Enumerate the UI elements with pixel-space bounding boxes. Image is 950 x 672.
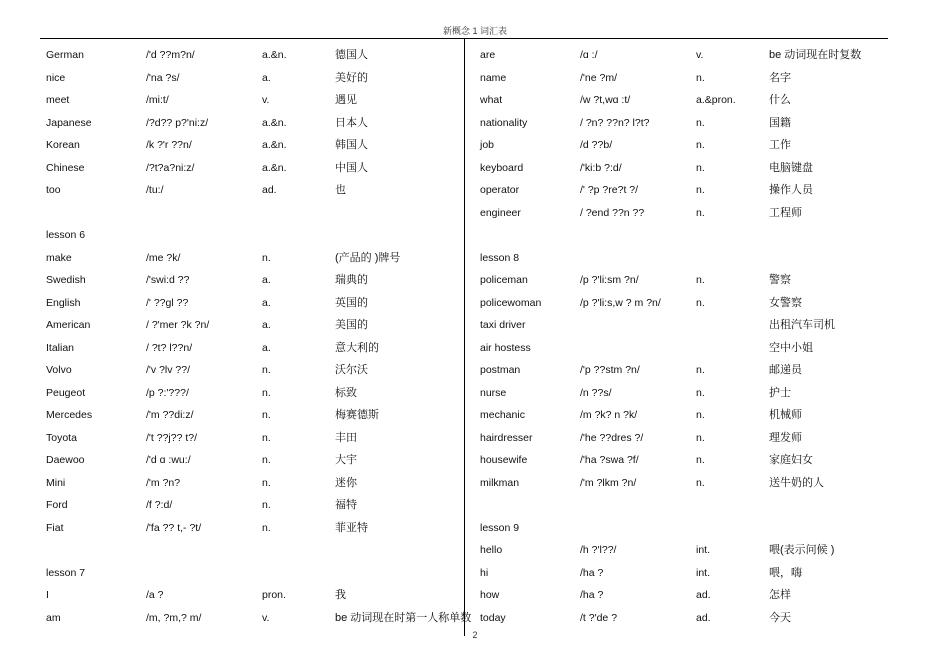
part-of-speech-cell: n.	[262, 409, 271, 421]
vocabulary-row	[480, 472, 900, 495]
meaning-cell: 出租汽车司机	[769, 319, 835, 331]
phonetic-cell: /'na ?s/	[146, 71, 180, 84]
part-of-speech-cell: int.	[696, 566, 711, 579]
meaning-cell: 菲亚特	[335, 521, 368, 534]
vocabulary-row	[46, 67, 466, 90]
word-cell: taxi driver	[480, 319, 526, 331]
word-cell: how	[480, 589, 500, 601]
meaning-cell: 遇见	[335, 94, 357, 106]
vocabulary-row	[480, 562, 900, 585]
meaning-cell: 英国的	[335, 296, 368, 309]
meaning-cell: 我	[335, 589, 346, 601]
phonetic-cell: /me ?k/	[146, 251, 181, 264]
meaning-cell: 梅赛德斯	[335, 409, 379, 421]
word-cell: Italian	[46, 341, 75, 354]
word-cell: postman	[480, 364, 521, 376]
phonetic-cell: /?t?a?ni:z/	[146, 161, 195, 174]
part-of-speech-cell: a.&n.	[262, 49, 287, 61]
part-of-speech-cell: n.	[696, 206, 705, 219]
word-cell: nurse	[480, 386, 507, 399]
part-of-speech-cell: n.	[696, 71, 705, 84]
phonetic-cell: /?d?? p?'ni:z/	[146, 116, 209, 129]
meaning-cell: 美好的	[335, 71, 368, 84]
word-cell: too	[46, 184, 61, 196]
word-cell: meet	[46, 94, 70, 106]
part-of-speech-cell: n.	[696, 476, 705, 489]
meaning-cell: 护士	[769, 386, 791, 399]
part-of-speech-cell: n.	[696, 296, 705, 309]
vocabulary-row	[480, 44, 900, 67]
phonetic-cell: /mi:t/	[146, 94, 169, 106]
phonetic-cell: /'ha ?swa ?f/	[580, 454, 639, 466]
part-of-speech-cell: ad.	[696, 611, 711, 624]
part-of-speech-cell: ad.	[696, 589, 711, 601]
phonetic-cell: /'t ??j?? t?/	[146, 431, 198, 444]
part-of-speech-cell: n.	[262, 431, 271, 444]
phonetic-cell: /'m ??di:z/	[146, 409, 194, 421]
phonetic-cell: /ɑ :/	[580, 49, 598, 61]
meaning-cell: 家庭妇女	[769, 454, 813, 466]
part-of-speech-cell: n.	[696, 161, 705, 174]
vocabulary-row	[46, 112, 466, 135]
part-of-speech-cell: pron.	[262, 589, 286, 601]
vocabulary-row	[46, 269, 466, 292]
vocabulary-row	[480, 584, 900, 607]
meaning-cell: 警察	[769, 274, 791, 286]
word-cell: what	[480, 94, 503, 106]
part-of-speech-cell: v.	[262, 611, 270, 624]
meaning-cell: 美国的	[335, 319, 368, 331]
meaning-cell: 大宇	[335, 454, 357, 466]
part-of-speech-cell: n.	[262, 364, 271, 376]
part-of-speech-cell: a.&n.	[262, 139, 287, 151]
part-of-speech-cell: int.	[696, 544, 711, 556]
word-cell: German	[46, 49, 84, 61]
vocabulary-row	[480, 359, 900, 382]
vocabulary-row	[46, 314, 466, 337]
vocabulary-row	[480, 89, 900, 112]
word-cell: make	[46, 251, 72, 264]
part-of-speech-cell: a.	[262, 296, 271, 309]
part-of-speech-cell: a.&pron.	[696, 94, 736, 106]
phonetic-cell: /k ?'r ??n/	[146, 139, 192, 151]
meaning-cell: 也	[335, 184, 346, 196]
word-cell: job	[480, 139, 495, 151]
meaning-cell: 喂(表示问候 )	[769, 544, 835, 556]
phonetic-cell: /'d ɑ :wu:/	[146, 454, 191, 466]
lesson-heading	[480, 247, 900, 270]
phonetic-cell: /'he ??dres ?/	[580, 431, 644, 444]
vocabulary-row	[480, 269, 900, 292]
meaning-cell: 福特	[335, 499, 357, 511]
phonetic-cell: /' ?p ?re?t ?/	[580, 184, 639, 196]
phonetic-cell: /t ?'de ?	[580, 611, 618, 624]
meaning-cell: 理发师	[769, 431, 802, 444]
word-cell: English	[46, 296, 81, 309]
meaning-cell: 电脑键盘	[769, 161, 813, 174]
part-of-speech-cell: v.	[262, 94, 270, 106]
phonetic-cell: /a ?	[146, 589, 164, 601]
meaning-cell: 国籍	[769, 116, 791, 129]
meaning-cell: 今天	[769, 611, 791, 624]
meaning-cell: 日本人	[335, 116, 368, 129]
meaning-cell: 中国人	[335, 161, 368, 174]
phonetic-cell: /'m ?lkm ?n/	[580, 476, 637, 489]
blank-row	[46, 539, 466, 562]
meaning-cell: 韩国人	[335, 139, 368, 151]
word-cell: mechanic	[480, 409, 525, 421]
vocabulary-row	[480, 449, 900, 472]
meaning-cell: 意大利的	[335, 341, 379, 354]
vocabulary-row	[480, 179, 900, 202]
meaning-cell: 名字	[769, 71, 791, 84]
vocabulary-row	[46, 427, 466, 450]
word-cell: name	[480, 71, 507, 84]
meaning-cell: 喂，嗨	[769, 566, 802, 579]
vocabulary-row	[46, 134, 466, 157]
word-cell: Toyota	[46, 431, 77, 444]
phonetic-cell: /p ?'li:sm ?n/	[580, 274, 639, 286]
vocabulary-row	[480, 337, 900, 360]
vocabulary-row	[480, 67, 900, 90]
page-number: 2	[472, 630, 478, 640]
part-of-speech-cell: a.	[262, 319, 271, 331]
phonetic-cell: /tu:/	[146, 184, 164, 196]
word-cell: operator	[480, 184, 520, 196]
word-cell: policeman	[480, 274, 528, 286]
word-cell: Mini	[46, 476, 66, 489]
phonetic-cell: / ?'mer ?k ?n/	[146, 319, 210, 331]
phonetic-cell: /ha ?	[580, 589, 604, 601]
vocabulary-row	[46, 89, 466, 112]
word-cell: keyboard	[480, 161, 524, 174]
word-cell: policewoman	[480, 296, 542, 309]
phonetic-cell: / ?n? ??n? l?t?	[580, 116, 650, 129]
vocabulary-row	[46, 337, 466, 360]
part-of-speech-cell: n.	[262, 454, 271, 466]
meaning-cell: 标致	[335, 386, 357, 399]
vocabulary-row	[480, 427, 900, 450]
phonetic-cell: / ?t? l??n/	[146, 341, 193, 354]
word-cell: today	[480, 611, 506, 624]
word-cell: Japanese	[46, 116, 92, 129]
phonetic-cell: /'fa ?? t,- ?t/	[146, 521, 202, 534]
phonetic-cell: /h ?'l??/	[580, 544, 617, 556]
meaning-cell: (产品的 )牌号	[335, 251, 401, 264]
vocabulary-row	[480, 112, 900, 135]
vocabulary-row	[480, 134, 900, 157]
part-of-speech-cell: n.	[696, 274, 705, 286]
meaning-cell: 沃尔沃	[335, 364, 368, 376]
vocabulary-row	[480, 314, 900, 337]
vocabulary-row	[46, 607, 472, 630]
part-of-speech-cell: a.	[262, 341, 271, 354]
vocabulary-row	[46, 292, 466, 315]
word-cell: Mercedes	[46, 409, 93, 421]
part-of-speech-cell: n.	[262, 476, 271, 489]
word-cell: Peugeot	[46, 386, 86, 399]
part-of-speech-cell: n.	[262, 499, 271, 511]
meaning-cell: 操作人员	[769, 184, 813, 196]
meaning-cell: 德国人	[335, 49, 368, 61]
part-of-speech-cell: v.	[696, 49, 704, 61]
blank-row	[46, 202, 466, 225]
phonetic-cell: /'v ?lv ??/	[146, 364, 191, 376]
word-cell: milkman	[480, 476, 520, 489]
lesson-label: lesson 6	[46, 229, 86, 241]
part-of-speech-cell: n.	[696, 386, 705, 399]
word-cell: Fiat	[46, 521, 64, 534]
word-cell: are	[480, 49, 496, 61]
word-cell: hi	[480, 566, 489, 579]
phonetic-cell: /'p ??stm ?n/	[580, 364, 640, 376]
blank-row	[480, 224, 900, 247]
part-of-speech-cell: n.	[696, 431, 705, 444]
part-of-speech-cell: a.	[262, 71, 271, 84]
page-header: 新概念 1 词汇表	[442, 26, 507, 36]
phonetic-cell: /f ?:d/	[146, 499, 173, 511]
part-of-speech-cell: n.	[262, 521, 271, 534]
word-cell: Ford	[46, 499, 68, 511]
phonetic-cell: /n ??s/	[580, 386, 612, 399]
lesson-heading	[46, 224, 466, 247]
word-cell: Daewoo	[46, 454, 85, 466]
vocabulary-row	[46, 472, 466, 495]
lesson-label: lesson 7	[46, 566, 86, 579]
lesson-heading	[480, 517, 900, 540]
word-cell: American	[46, 319, 91, 331]
vocabulary-row	[46, 247, 466, 270]
word-cell: Chinese	[46, 161, 85, 174]
lesson-heading	[46, 562, 466, 585]
word-cell: nationality	[480, 116, 528, 129]
phonetic-cell: /'d ??m?n/	[146, 49, 195, 61]
meaning-cell: 工程师	[769, 206, 802, 219]
word-cell: engineer	[480, 206, 521, 219]
phonetic-cell: /p ?:'???/	[146, 386, 189, 399]
vocabulary-row	[46, 584, 466, 607]
word-cell: Volvo	[46, 364, 72, 376]
part-of-speech-cell: n.	[696, 409, 705, 421]
vocabulary-row	[46, 157, 466, 180]
vocabulary-row	[480, 404, 900, 427]
vocabulary-row	[480, 382, 900, 405]
vocabulary-row	[46, 179, 466, 202]
phonetic-cell: /w ?t,wɑ :t/	[580, 94, 631, 106]
vocabulary-row	[46, 494, 466, 517]
phonetic-cell: /'swi:d ??	[146, 274, 190, 286]
meaning-cell: be 动词现在时第一人称单数	[335, 611, 472, 624]
meaning-cell: 怎样	[769, 589, 791, 601]
vocabulary-row	[46, 404, 466, 427]
phonetic-cell: /'m ?n?	[146, 476, 181, 489]
meaning-cell: be 动词现在时复数	[769, 49, 862, 61]
meaning-cell: 瑞典的	[335, 274, 368, 286]
left-vocabulary-column	[46, 44, 472, 629]
part-of-speech-cell: a.	[262, 274, 271, 286]
word-cell: housewife	[480, 454, 528, 466]
meaning-cell: 什么	[769, 94, 791, 106]
phonetic-cell: /p ?'li:s,w ? m ?n/	[580, 296, 661, 309]
vocabulary-row	[480, 539, 900, 562]
lesson-label: lesson 9	[480, 521, 520, 534]
vocabulary-row	[46, 44, 466, 67]
meaning-cell: 空中小姐	[769, 341, 813, 354]
word-cell: air hostess	[480, 341, 531, 354]
meaning-cell: 送牛奶的人	[769, 476, 824, 489]
vocabulary-row	[46, 382, 466, 405]
part-of-speech-cell: n.	[696, 139, 705, 151]
phonetic-cell: /'ki:b ?:d/	[580, 161, 622, 174]
vocabulary-row	[480, 292, 900, 315]
blank-row	[480, 494, 900, 517]
phonetic-cell: / ?end ??n ??	[580, 206, 645, 219]
phonetic-cell: /d ??b/	[580, 139, 613, 151]
lesson-label: lesson 8	[480, 251, 520, 264]
vocabulary-row	[480, 607, 900, 630]
part-of-speech-cell: n.	[696, 116, 705, 129]
part-of-speech-cell: a.&n.	[262, 161, 287, 174]
word-cell: hello	[480, 544, 503, 556]
meaning-cell: 邮递员	[769, 364, 802, 376]
word-cell: am	[46, 611, 61, 624]
part-of-speech-cell: n.	[696, 454, 705, 466]
word-cell: hairdresser	[480, 431, 533, 444]
meaning-cell: 机械师	[769, 409, 802, 421]
part-of-speech-cell: a.&n.	[262, 116, 287, 129]
meaning-cell: 工作	[769, 139, 791, 151]
vocabulary-row	[46, 359, 466, 382]
part-of-speech-cell: n.	[696, 364, 705, 376]
part-of-speech-cell: n.	[262, 386, 271, 399]
word-cell: Swedish	[46, 274, 86, 286]
word-cell: Korean	[46, 139, 80, 151]
part-of-speech-cell: ad.	[262, 184, 277, 196]
phonetic-cell: /' ??gl ??	[146, 296, 189, 309]
phonetic-cell: /ha ?	[580, 566, 604, 579]
part-of-speech-cell: n.	[696, 184, 705, 196]
right-vocabulary-column	[480, 44, 900, 629]
vocabulary-row	[480, 202, 900, 225]
word-cell: I	[46, 589, 49, 601]
meaning-cell: 迷你	[335, 476, 357, 489]
vocabulary-row	[480, 157, 900, 180]
meaning-cell: 丰田	[335, 431, 357, 444]
word-cell: nice	[46, 71, 66, 84]
part-of-speech-cell: n.	[262, 251, 271, 264]
phonetic-cell: /m, ?m,? m/	[146, 611, 202, 624]
meaning-cell: 女警察	[769, 296, 802, 309]
vocabulary-row	[46, 449, 466, 472]
phonetic-cell: /m ?k? n ?k/	[580, 409, 638, 421]
vocabulary-row	[46, 517, 466, 540]
phonetic-cell: /'ne ?m/	[580, 71, 618, 84]
